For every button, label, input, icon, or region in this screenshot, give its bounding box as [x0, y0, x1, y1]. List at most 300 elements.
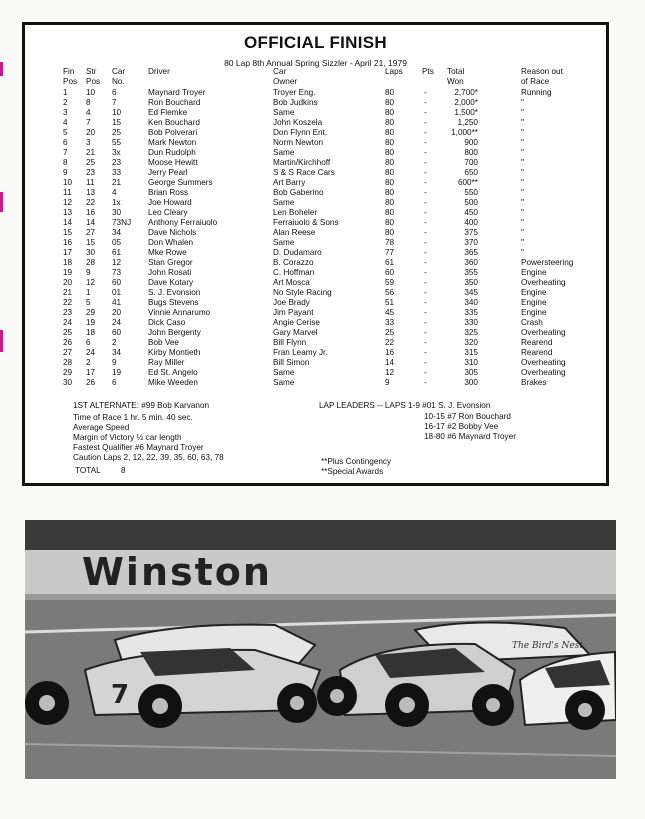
result-driver: Anthony Ferraiuolo: [148, 218, 218, 228]
result-laps: 22: [385, 338, 395, 348]
result-car: 34: [112, 228, 122, 238]
result-won: 900: [464, 138, 478, 148]
result-won: 400: [464, 218, 478, 228]
result-fin: 7: [63, 148, 68, 158]
result-owner: Bill Simon: [273, 358, 310, 368]
result-fin: 14: [63, 218, 73, 228]
result-row: [25, 248, 606, 258]
result-owner: John Koszela: [273, 118, 323, 128]
result-car: 19: [112, 368, 122, 378]
result-fin: 10: [63, 178, 73, 188]
result-driver: Brian Ross: [148, 188, 189, 198]
result-car: 05: [112, 238, 122, 248]
result-pts: -: [424, 218, 427, 228]
result-car: 4: [112, 188, 117, 198]
result-owner: Troyer Eng.: [273, 88, 316, 97]
result-pts: -: [424, 88, 427, 97]
result-fin: 12: [63, 198, 73, 208]
result-driver: Ed Flemke: [148, 108, 188, 118]
result-car: 10: [112, 108, 122, 118]
result-car: 20: [112, 308, 122, 318]
total-value: 8: [121, 466, 126, 475]
result-laps: 59: [385, 278, 395, 288]
result-car: 6: [112, 378, 117, 388]
result-pts: -: [424, 228, 427, 238]
result-reason: Brakes: [521, 378, 547, 388]
result-row: [25, 168, 606, 178]
result-reason: Engine: [521, 288, 547, 298]
result-str: 27: [86, 228, 96, 238]
result-pts: -: [424, 288, 427, 298]
result-car: 73NJ: [112, 218, 132, 228]
result-won: 345: [464, 288, 478, 298]
result-car: 15: [112, 118, 122, 128]
result-row: [25, 338, 606, 348]
result-pts: -: [424, 248, 427, 258]
result-fin: 19: [63, 268, 73, 278]
result-fin: 1: [63, 88, 68, 97]
result-driver: Joe Howard: [148, 198, 192, 208]
result-str: 26: [86, 378, 96, 388]
result-car: 41: [112, 298, 122, 308]
result-car: 1x: [112, 198, 121, 208]
header-laps: Laps: [385, 67, 403, 76]
result-owner: Don Flynn Ent.: [273, 128, 328, 138]
header-str-pos: Str Pos: [86, 67, 101, 86]
result-pts: -: [424, 138, 427, 148]
result-won: 330: [464, 318, 478, 328]
result-row: [25, 98, 606, 108]
result-driver: Kirby Montieth: [148, 348, 201, 358]
result-str: 13: [86, 188, 96, 198]
result-reason: ": [521, 108, 524, 118]
result-won: 355: [464, 268, 478, 278]
result-won: 600**: [457, 178, 478, 188]
result-car: 30: [112, 208, 122, 218]
result-driver: Stan Gregor: [148, 258, 193, 268]
result-owner: Bob Gaberino: [273, 188, 324, 198]
result-driver: Bugs Stevens: [148, 298, 199, 308]
result-fin: 29: [63, 368, 73, 378]
footnote-plus-contingency: **Plus Contingency: [321, 457, 392, 466]
result-owner: Same: [273, 378, 295, 388]
result-reason: Overheating: [521, 328, 566, 338]
caution-laps: Caution Laps 2, 12, 22, 39, 35, 60, 63, 78: [73, 453, 224, 462]
result-laps: 60: [385, 268, 395, 278]
time-of-race: Time of Race 1 hr. 5 min. 40 sec.: [73, 413, 193, 422]
lap-leader-entry: 16-17 #2 Bobby Vee: [424, 422, 499, 431]
result-pts: -: [424, 238, 427, 248]
result-driver: George Summers: [148, 178, 213, 188]
result-row: [25, 308, 606, 318]
result-fin: 9: [63, 168, 68, 178]
result-fin: 5: [63, 128, 68, 138]
result-pts: -: [424, 158, 427, 168]
result-fin: 22: [63, 298, 73, 308]
result-row: [25, 268, 606, 278]
result-pts: -: [424, 278, 427, 288]
result-str: 24: [86, 348, 96, 358]
result-fin: 21: [63, 288, 73, 298]
result-driver: Mke Rowe: [148, 248, 187, 258]
race-photo: [25, 520, 616, 779]
result-laps: 80: [385, 148, 395, 158]
result-won: 1,250: [457, 118, 478, 128]
result-owner: Same: [273, 368, 295, 378]
lap-leader-entry: 18-80 #6 Maynard Troyer: [424, 432, 516, 441]
result-row: [25, 348, 606, 358]
result-won: 300: [464, 378, 478, 388]
result-won: 320: [464, 338, 478, 348]
result-laps: 80: [385, 158, 395, 168]
result-won: 350: [464, 278, 478, 288]
result-car: 6: [112, 88, 117, 97]
result-owner: Len Boheler: [273, 208, 318, 218]
result-car: 7: [112, 98, 117, 108]
result-owner: Bob Judkins: [273, 98, 318, 108]
result-pts: -: [424, 178, 427, 188]
result-fin: 4: [63, 118, 68, 128]
result-won: 375: [464, 228, 478, 238]
result-driver: Bob Vee: [148, 338, 179, 348]
result-row: [25, 288, 606, 298]
result-laps: 14: [385, 358, 395, 368]
result-fin: 28: [63, 358, 73, 368]
result-str: 28: [86, 258, 96, 268]
result-car: 55: [112, 138, 122, 148]
lap-leaders-title: LAP LEADERS -- LAPS 1-9 #01 S. J. Evonsion: [319, 401, 491, 410]
result-str: 19: [86, 318, 96, 328]
result-owner: S & S Race Cars: [273, 168, 335, 178]
lap-leader-entry: 10-15 #7 Ron Bouchard: [424, 412, 511, 421]
result-driver: Vinnie Annarumo: [148, 308, 211, 318]
result-car: 23: [112, 158, 122, 168]
result-won: 340: [464, 298, 478, 308]
result-won: 310: [464, 358, 478, 368]
header-fin-pos: Fin Pos: [63, 67, 78, 86]
result-laps: 25: [385, 328, 395, 338]
result-str: 8: [86, 98, 91, 108]
result-laps: 80: [385, 128, 395, 138]
result-car: 21: [112, 178, 122, 188]
result-pts: -: [424, 268, 427, 278]
result-fin: 23: [63, 308, 73, 318]
header-pts: Pts: [422, 67, 434, 76]
result-row: [25, 218, 606, 228]
result-driver: Ray Miller: [148, 358, 185, 368]
result-row: [25, 118, 606, 128]
result-reason: Engine: [521, 268, 547, 278]
result-driver: Jerry Pearl: [148, 168, 188, 178]
result-laps: 80: [385, 208, 395, 218]
result-row: [25, 358, 606, 368]
result-str: 22: [86, 198, 96, 208]
result-laps: 80: [385, 88, 395, 97]
result-driver: John Bergenty: [148, 328, 201, 338]
result-pts: -: [424, 328, 427, 338]
result-driver: Ken Bouchard: [148, 118, 200, 128]
result-pts: -: [424, 378, 427, 388]
result-pts: -: [424, 188, 427, 198]
result-pts: -: [424, 98, 427, 108]
result-pts: -: [424, 148, 427, 158]
result-owner: D. Dudamaro: [273, 248, 322, 258]
result-str: 4: [86, 108, 91, 118]
result-owner: Jim Payant: [273, 308, 314, 318]
result-won: 325: [464, 328, 478, 338]
header-car-no: Car No.: [112, 67, 126, 86]
result-fin: 27: [63, 348, 73, 358]
result-laps: 9: [385, 378, 390, 388]
average-speed: Average Speed: [73, 423, 130, 432]
result-laps: 80: [385, 118, 395, 128]
result-pts: -: [424, 318, 427, 328]
wall-sign-text: Winston: [82, 550, 272, 594]
result-owner: Ferraiuolo & Sons: [273, 218, 339, 228]
result-owner: No Style Racing: [273, 288, 332, 298]
result-laps: 45: [385, 308, 395, 318]
result-str: 15: [86, 238, 96, 248]
result-car: 01: [112, 288, 122, 298]
result-fin: 16: [63, 238, 73, 248]
result-owner: Bill Flynn: [273, 338, 307, 348]
car-sponsor-text: The Bird's Nest: [512, 641, 583, 651]
page-title: OFFICIAL FINISH: [243, 33, 387, 52]
result-row: [25, 228, 606, 238]
result-row: [25, 328, 606, 338]
result-str: 11: [86, 178, 95, 188]
result-row: [25, 208, 606, 218]
result-row: [25, 318, 606, 328]
result-reason: ": [521, 158, 524, 168]
result-row: [25, 198, 606, 208]
result-owner: Gary Marvel: [273, 328, 318, 338]
result-row: [25, 298, 606, 308]
result-reason: ": [521, 208, 524, 218]
result-row: [25, 278, 606, 288]
result-reason: ": [521, 128, 524, 138]
result-driver: Dick Caso: [148, 318, 186, 328]
result-won: 365: [464, 248, 478, 258]
result-won: 650: [464, 168, 478, 178]
fastest-qualifier: Fastest Qualifier #6 Maynard Troyer: [73, 443, 204, 452]
result-str: 5: [86, 298, 91, 308]
result-won: 335: [464, 308, 478, 318]
result-pts: -: [424, 358, 427, 368]
result-driver: Maynard Troyer: [148, 88, 206, 97]
result-row: [25, 378, 606, 388]
result-fin: 26: [63, 338, 73, 348]
result-str: 25: [86, 158, 96, 168]
result-won: 315: [464, 348, 478, 358]
result-owner: Art Mosca: [273, 278, 310, 288]
result-driver: S. J. Evonsion: [148, 288, 201, 298]
result-laps: 16: [385, 348, 395, 358]
result-str: 29: [86, 308, 96, 318]
result-laps: 80: [385, 168, 395, 178]
result-reason: Crash: [521, 318, 543, 328]
result-car: 73: [112, 268, 122, 278]
result-reason: ": [521, 138, 524, 148]
result-car: 33: [112, 168, 122, 178]
result-car: 25: [112, 128, 122, 138]
result-owner: Angie Cerise: [273, 318, 320, 328]
result-str: 10: [86, 88, 96, 97]
result-reason: ": [521, 188, 524, 198]
result-reason: Powersteering: [521, 258, 574, 268]
result-won: 1,000**: [451, 128, 478, 138]
race-photo-illustration: [25, 520, 616, 779]
result-laps: 78: [385, 238, 395, 248]
result-fin: 24: [63, 318, 73, 328]
result-laps: 80: [385, 218, 395, 228]
result-row: [25, 88, 606, 98]
result-pts: -: [424, 108, 427, 118]
total-label: TOTAL: [75, 466, 101, 475]
result-str: 12: [86, 278, 96, 288]
result-car: 3x: [112, 148, 121, 158]
result-reason: ": [521, 248, 524, 258]
result-str: 20: [86, 128, 96, 138]
result-owner: Fran Leamy Jr.: [273, 348, 328, 358]
result-driver: Don Whalen: [148, 238, 194, 248]
result-fin: 6: [63, 138, 68, 148]
result-reason: ": [521, 178, 524, 188]
result-pts: -: [424, 258, 427, 268]
result-laps: 80: [385, 108, 395, 118]
result-owner: Joe Brady: [273, 298, 310, 308]
result-laps: 80: [385, 178, 395, 188]
result-driver: Mark Newton: [148, 138, 197, 148]
result-fin: 17: [63, 248, 73, 258]
result-reason: ": [521, 148, 524, 158]
result-owner: B. Corazzo: [273, 258, 314, 268]
result-reason: Overheating: [521, 278, 566, 288]
result-driver: Ron Bouchard: [148, 98, 201, 108]
result-row: [25, 148, 606, 158]
result-won: 370: [464, 238, 478, 248]
result-driver: Dave Kotary: [148, 278, 194, 288]
result-fin: 15: [63, 228, 73, 238]
result-reason: ": [521, 198, 524, 208]
margin-of-victory: Margin of Victory ½ car length: [73, 433, 182, 442]
result-laps: 56: [385, 288, 395, 298]
result-reason: ": [521, 238, 524, 248]
result-car: 61: [112, 248, 122, 258]
result-fin: 11: [63, 188, 72, 198]
result-owner: Norm Newton: [273, 138, 324, 148]
result-str: 23: [86, 168, 96, 178]
result-reason: Engine: [521, 298, 547, 308]
result-car: 2: [112, 338, 117, 348]
result-str: 9: [86, 268, 91, 278]
footnote-special-awards: **Special Awards: [321, 467, 384, 476]
result-won: 305: [464, 368, 478, 378]
result-owner: Same: [273, 238, 295, 248]
header-car-owner: Car Owner: [273, 67, 298, 86]
result-driver: John Rosati: [148, 268, 192, 278]
result-str: 2: [86, 358, 91, 368]
result-str: 3: [86, 138, 91, 148]
result-laps: 80: [385, 198, 395, 208]
result-reason: Rearend: [521, 348, 553, 358]
result-str: 1: [86, 288, 91, 298]
result-reason: ": [521, 228, 524, 238]
result-driver: Leo Cleary: [148, 208, 188, 218]
result-car: 60: [112, 328, 122, 338]
result-pts: -: [424, 308, 427, 318]
result-fin: 3: [63, 108, 68, 118]
result-driver: Ed St. Angelo: [148, 368, 198, 378]
result-reason: ": [521, 98, 524, 108]
result-pts: -: [424, 118, 427, 128]
result-pts: -: [424, 338, 427, 348]
photo-background-stands: [25, 520, 616, 550]
result-won: 1,500*: [454, 108, 478, 118]
result-car: 12: [112, 258, 122, 268]
result-owner: Alan Reese: [273, 228, 316, 238]
car-number: 7: [111, 680, 130, 710]
result-reason: ": [521, 218, 524, 228]
result-won: 700: [464, 158, 478, 168]
result-reason: ": [521, 168, 524, 178]
result-won: 360: [464, 258, 478, 268]
result-pts: -: [424, 168, 427, 178]
result-fin: 25: [63, 328, 73, 338]
first-alternate: 1ST ALTERNATE: #99 Bob Karvanon: [73, 401, 210, 410]
result-str: 7: [86, 118, 91, 128]
result-driver: Dave Nichols: [148, 228, 197, 238]
result-car: 34: [112, 348, 122, 358]
result-reason: Engine: [521, 308, 547, 318]
result-won: 2,700*: [454, 88, 478, 97]
page-edge-mark: [0, 192, 3, 212]
result-driver: Mike Weeden: [148, 378, 198, 388]
result-row: [25, 178, 606, 188]
result-driver: Dun Rudolph: [148, 148, 196, 158]
result-str: 18: [86, 328, 96, 338]
result-fin: 30: [63, 378, 73, 388]
result-owner: Martin/Kirchhoff: [273, 158, 331, 168]
result-row: [25, 158, 606, 168]
result-owner: Same: [273, 108, 295, 118]
result-reason: Running: [521, 88, 552, 97]
result-str: 16: [86, 208, 96, 218]
result-row: [25, 368, 606, 378]
result-reason: ": [521, 118, 524, 128]
header-reason-out: Reason out of Race: [521, 67, 563, 86]
result-pts: -: [424, 208, 427, 218]
result-car: 9: [112, 358, 117, 368]
race-subtitle: 80 Lap 8th Annual Spring Sizzler - April 21, 1979: [224, 58, 407, 68]
result-pts: -: [424, 198, 427, 208]
result-reason: Rearend: [521, 338, 553, 348]
page-edge-mark: [0, 330, 3, 352]
page-edge-mark: [0, 62, 3, 76]
result-reason: Overheating: [521, 358, 566, 368]
result-laps: 80: [385, 98, 395, 108]
result-laps: 80: [385, 188, 395, 198]
header-driver: Driver: [148, 67, 170, 76]
result-laps: 80: [385, 138, 395, 148]
result-won: 2,000*: [454, 98, 478, 108]
result-owner: Same: [273, 198, 295, 208]
result-owner: C. Hoffman: [273, 268, 315, 278]
result-laps: 12: [385, 368, 395, 378]
result-row: [25, 108, 606, 118]
result-owner: Same: [273, 148, 295, 158]
result-won: 550: [464, 188, 478, 198]
